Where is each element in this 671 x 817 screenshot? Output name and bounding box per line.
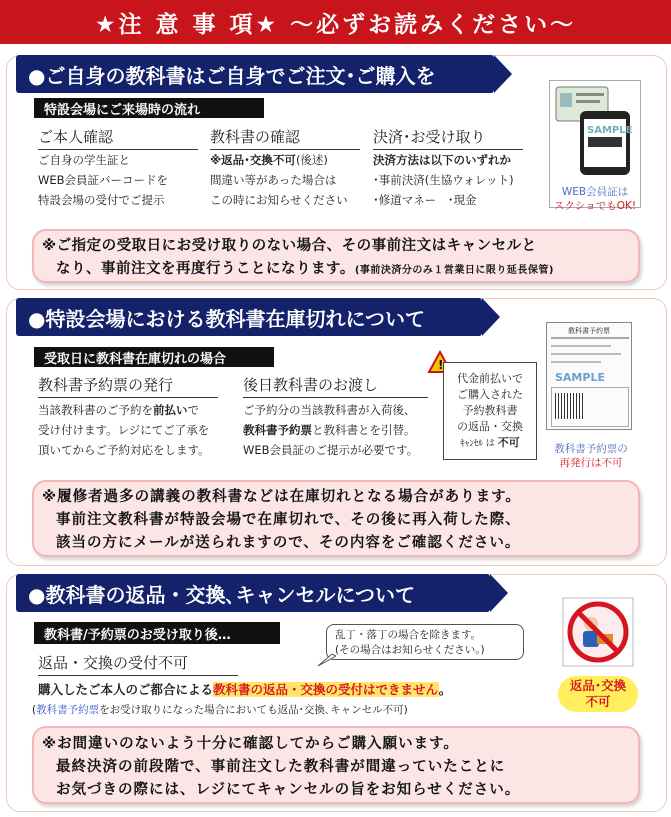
flow-bar: 特設会場にご来場時の流れ (34, 98, 264, 118)
col-title: 教科書の確認 (210, 126, 360, 150)
after-receipt-bar: 教科書/予約票のお受け取り後… (34, 622, 280, 644)
heading-chevron (490, 574, 508, 612)
stockout-bar: 受取日に教科書在庫切れの場合 (34, 347, 274, 367)
heading-chevron (494, 55, 512, 93)
bubble-tail (316, 654, 336, 668)
col-body: ※返品･交換不可(後述) 間違い等があった場合は この時にお知らせください (210, 153, 348, 207)
prohibited-icon (553, 596, 643, 668)
col-title: 教科書予約票の発行 (38, 374, 218, 398)
svg-text:SAMPLE: SAMPLE (587, 125, 633, 136)
card-caption-2: スクショでもOK! (553, 200, 637, 212)
col-title: 決済･お受け取り (373, 126, 523, 150)
col-body: ご自身の学生証と WEB会員証バーコードを 特設会場の受付でご提示 (38, 153, 169, 207)
note-box: ※ご指定の受取日にお受け取りのない場合、その事前注文はキャンセルと なり、事前注文を再度行うことになります。(事前決済分のみ１営業日に限り延長保管) (32, 229, 640, 283)
section-heading: ●教科書の返品・交換､キャンセルについて (16, 574, 490, 612)
slip-caption-2: 再発行は不可 (559, 457, 623, 469)
heading-chevron (482, 298, 500, 336)
slip-caption-1: 教科書予約票の (554, 443, 628, 455)
note-box: ※お間違いのないよう十分に確認してからご購入願います。 最終決済の前段階で、事前注文した教科書が間違っていたことに お気づきの際には、レジにてキャンセルの旨をお知らせください。 (32, 726, 640, 804)
exception-bubble: 乱丁・落丁の場合を除きます。 (その場合はお知らせください。) (326, 624, 524, 660)
section-heading: ●特設会場における教科書在庫切れについて (16, 298, 482, 336)
member-card-image (549, 80, 641, 212)
col-body: 決済方法は以下のいずれか ･事前決済(生協ウォレット) ･修道マネー ･現金 (373, 153, 514, 207)
return-policy-sub: (教科書予約票をお受け取りになった場合においても返品･交換､キャンセル不可) (32, 704, 408, 716)
col-title: ご本人確認 (38, 126, 198, 150)
page-title: ★注 意 事 項★ ～必ずお読みください～ (0, 0, 671, 44)
col-title: 返品・交換の受付不可 (38, 652, 238, 676)
col-title: 後日教科書のお渡し (243, 374, 428, 398)
svg-text:!: ! (438, 358, 444, 372)
no-return-badge (553, 596, 643, 708)
return-policy: 購入したご本人のご都合による教科書の返品・交換の受付はできません。 (38, 682, 452, 697)
note-box: ※履修者過多の講義の教科書などは在庫切れとなる場合があります。 事前注文教科書が特設会場で在庫切れで、その後に再入荷した際、 該当の方にメールが送られますので、その内容をご確認ください。 (32, 480, 640, 557)
phone-card-icon (550, 81, 640, 181)
warning-box: 代金前払いで ご購入された 予約教科書 の返品・交換 ｷｬﾝｾﾙ は 不可 (443, 362, 537, 460)
col-body: ご予約分の当該教科書が入荷後、 教科書予約票と教科書とを引替。 WEB会員証のご提示が必要です。 (243, 403, 419, 457)
card-caption-1: WEB会員証は (561, 186, 629, 198)
col-body: 当該教科書のご予約を前払いで 受け付けます。レジにてご了承を 頂いてからご予約対応をします。 (38, 403, 210, 457)
reservation-slip-image: 教科書予約票 SAMPLE 教科書予約票の 再発行は不可 (546, 322, 636, 470)
no-return-label: 返品･交換 不可 (558, 676, 638, 712)
section-heading: ●ご自身の教科書はご自身でご注文･ご購入を (16, 55, 494, 93)
